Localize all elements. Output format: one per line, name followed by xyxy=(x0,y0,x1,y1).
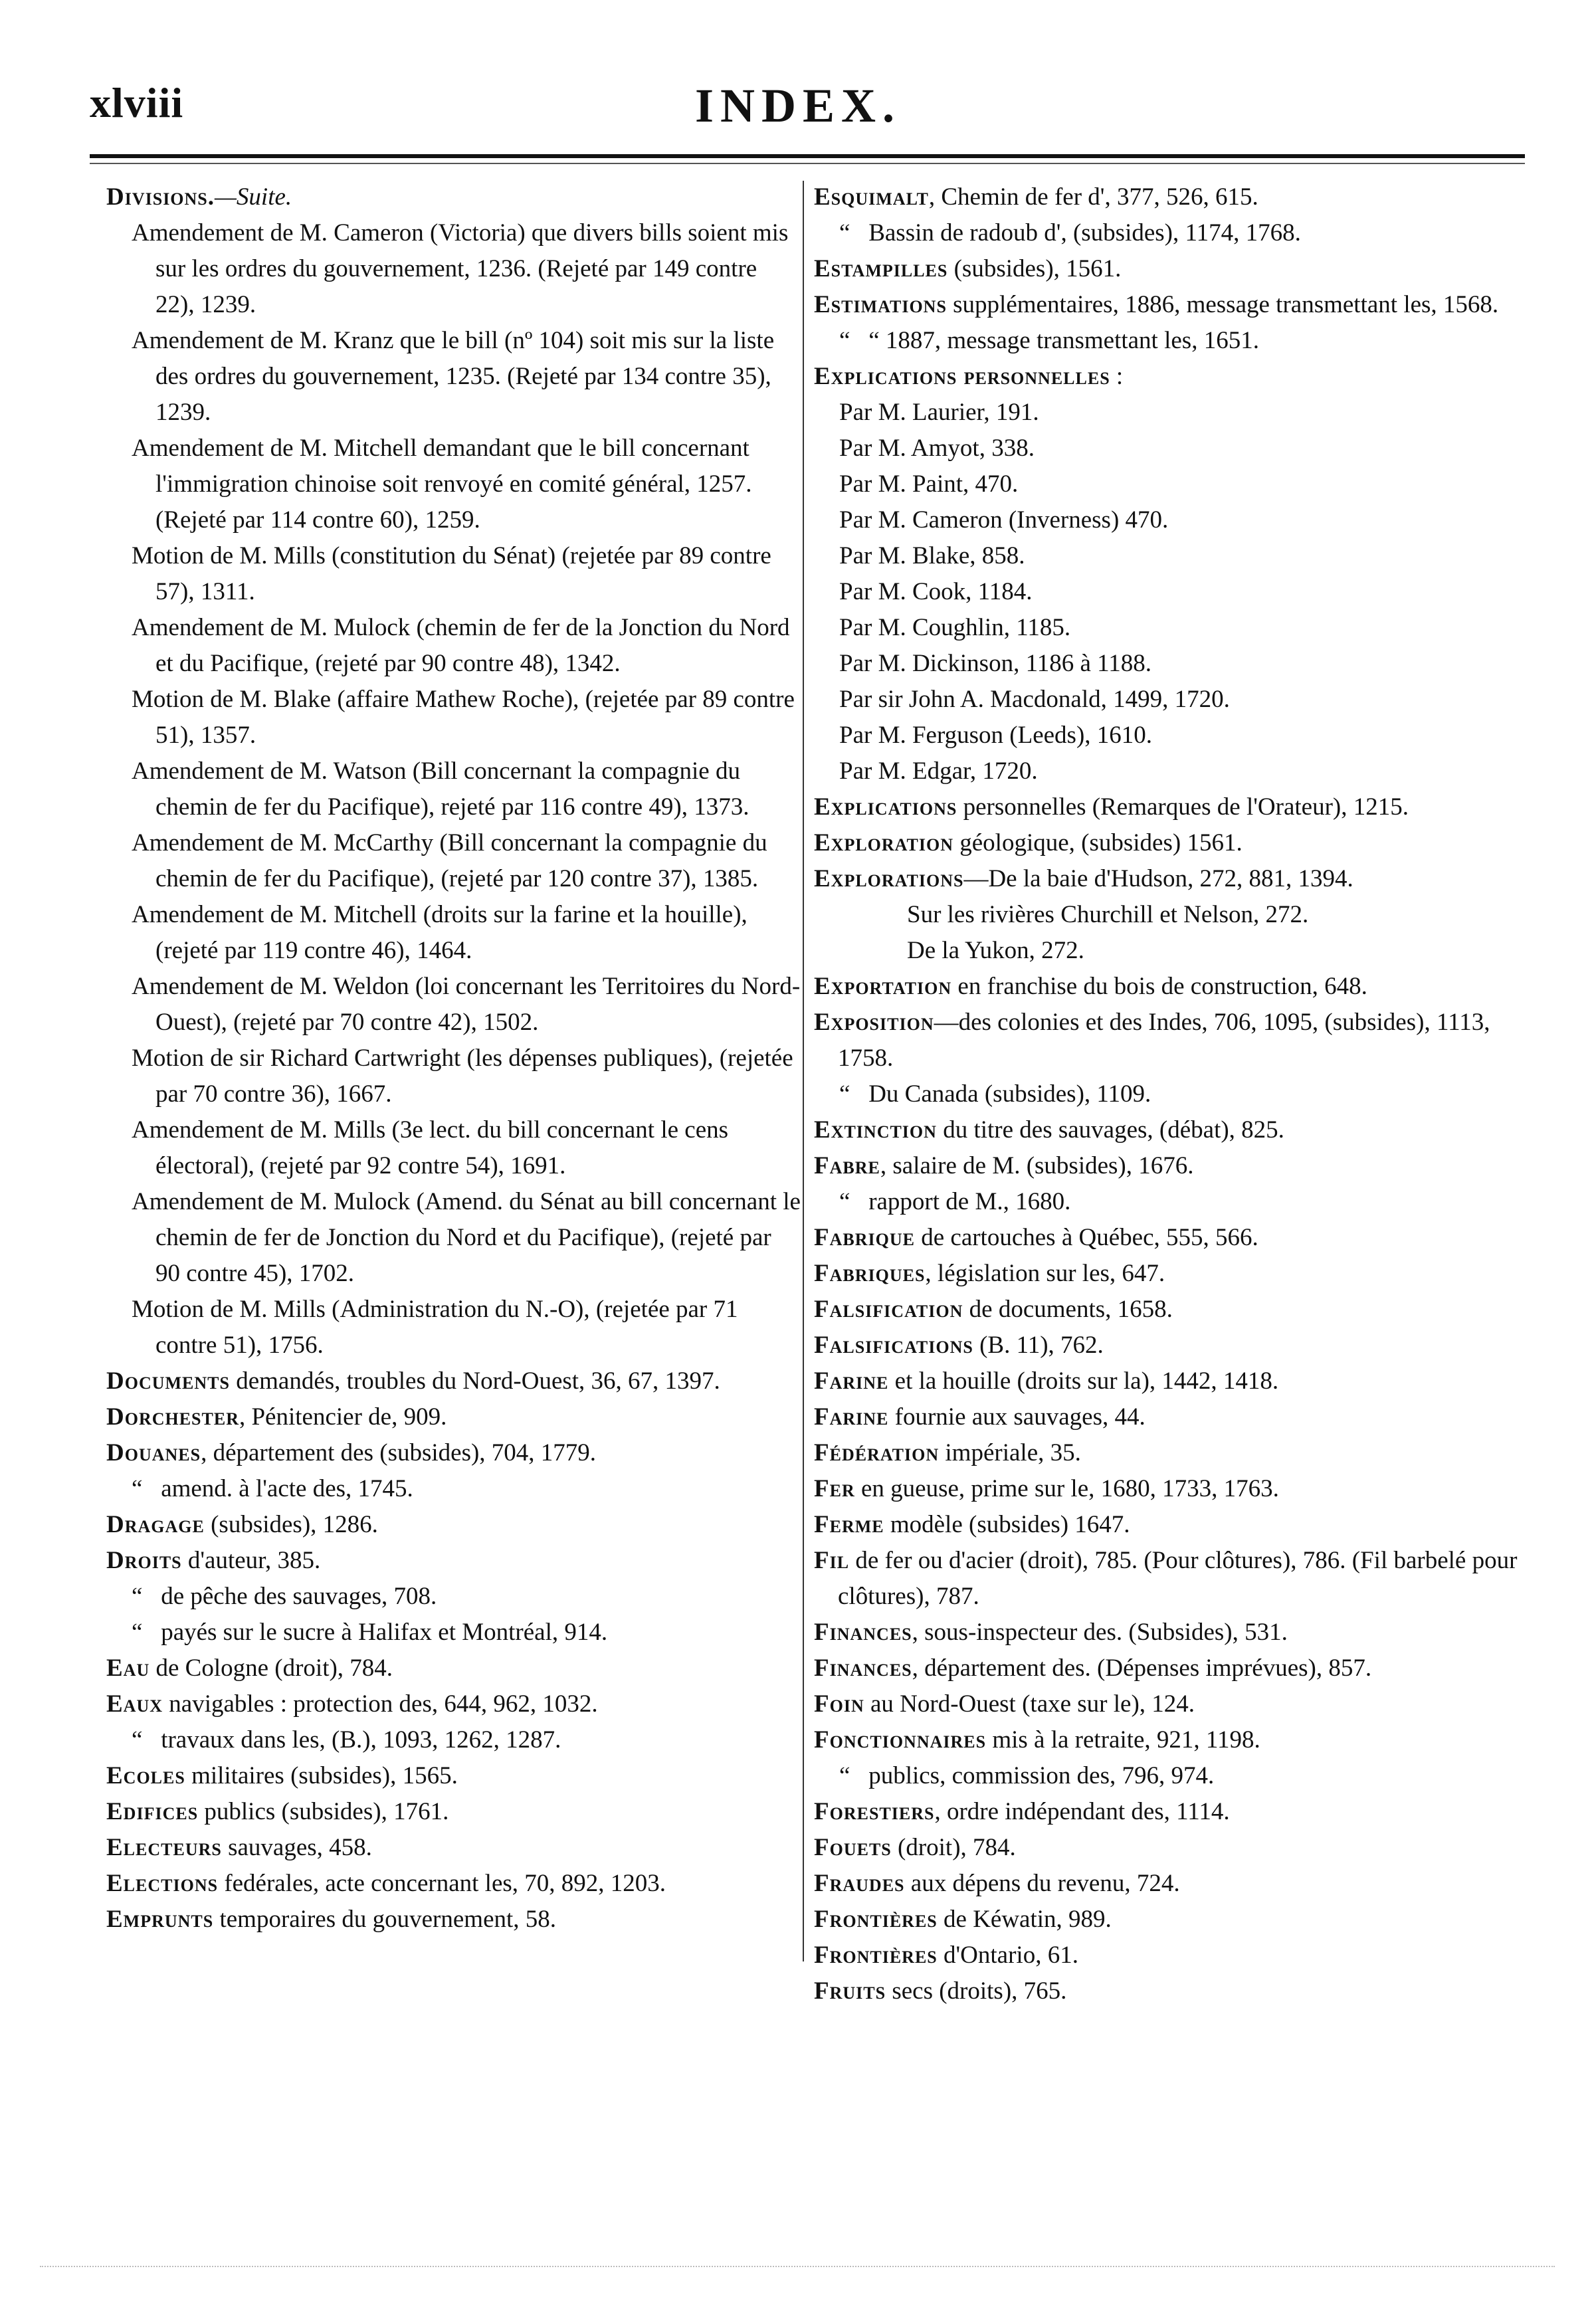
entry-text: : xyxy=(1110,363,1124,390)
entry-head: Farine xyxy=(814,1367,889,1395)
entry-text: personnelles (Remarques de l'Orateur), 1215. xyxy=(957,793,1409,821)
index-entry xyxy=(814,1005,1525,1076)
entry-text: d'auteur, 385. xyxy=(181,1547,321,1574)
page-number: xlviii xyxy=(90,79,184,126)
index-entry xyxy=(814,1256,1525,1292)
entry-text: payés sur le sucre à Halifax et Montréal, 914. xyxy=(161,1619,608,1646)
index-subentry: Par M. Dickinson, 1186 à 1188. xyxy=(839,650,1151,677)
index-entry xyxy=(814,179,1525,215)
entry-head: Eaux xyxy=(106,1690,163,1718)
index-entry xyxy=(106,1794,801,1830)
entry-head: Frontières xyxy=(814,1906,938,1933)
entry-text: publics (subsides), 1761. xyxy=(198,1798,449,1825)
entry-head: Dragage xyxy=(106,1511,205,1538)
index-entry xyxy=(814,359,1525,395)
entry-text: impériale, 35. xyxy=(939,1439,1081,1466)
index-subentry: Par M. Ferguson (Leeds), 1610. xyxy=(839,722,1153,749)
page-title: INDEX. xyxy=(694,79,902,132)
entry-head: Droits xyxy=(106,1547,182,1574)
entry-head: Fil xyxy=(814,1547,850,1574)
entry-head: Falsification xyxy=(814,1296,963,1323)
index-entry xyxy=(106,1363,801,1399)
left-entries xyxy=(106,1363,801,1938)
index-entry-ditto xyxy=(106,1471,801,1507)
entry-head: Esquimalt xyxy=(814,183,929,211)
index-entry xyxy=(814,1973,1525,2009)
divisions-subentry: Motion de M. Mills (Administration du N.-O), (rejetée par 71 contre 51), 1756. xyxy=(132,1296,738,1359)
entry-head: Farine xyxy=(814,1403,889,1431)
index-subentry: Par M. Cook, 1184. xyxy=(839,578,1033,605)
index-entry xyxy=(814,1363,1525,1399)
entry-head: Exploration xyxy=(814,829,953,856)
entry-text: Du Canada (subsides), 1109. xyxy=(868,1080,1151,1108)
index-entry-ditto xyxy=(106,1722,801,1758)
entry-text: Bassin de radoub d', (subsides), 1174, 1768. xyxy=(868,219,1301,247)
index-entry xyxy=(814,1292,1525,1328)
ditto-mark: “ xyxy=(839,1188,850,1215)
entry-text: géologique, (subsides) 1561. xyxy=(953,829,1243,856)
divisions-subentry: Motion de sir Richard Cartwright (les dépenses publiques), (rejetée par 70 contre 36), 1667. xyxy=(132,1045,793,1108)
entry-head: Falsifications xyxy=(814,1332,973,1359)
ditto-mark: “ xyxy=(839,327,850,354)
entry-head: Fédération xyxy=(814,1439,940,1466)
entry-text: rapport de M., 1680. xyxy=(868,1188,1071,1215)
index-entry xyxy=(814,825,1525,861)
entry-text: navigables : protection des, 644, 962, 1032. xyxy=(163,1690,598,1718)
divisions-subentries xyxy=(106,215,801,1363)
entry-head: Dorchester xyxy=(106,1403,239,1431)
entry-head: Fabre xyxy=(814,1152,880,1179)
entry-text: (subsides), 1561. xyxy=(948,255,1122,282)
entry-text: “ 1887, message transmettant les, 1651. xyxy=(868,327,1259,354)
divisions-subentry: Amendement de M. Mitchell (droits sur la farine et la houille), (rejeté par 119 contre 46), 1464. xyxy=(132,901,748,964)
index-entry xyxy=(814,287,1525,323)
index-entry-ditto xyxy=(106,1615,801,1651)
entry-head: Fruits xyxy=(814,1977,886,2005)
entry-text: au Nord-Ouest (taxe sur le), 124. xyxy=(864,1690,1195,1718)
index-entry xyxy=(106,1651,801,1686)
entry-text: (subsides), 1286. xyxy=(204,1511,378,1538)
entry-text: , département des. (Dépenses imprévues), 857. xyxy=(912,1655,1372,1682)
entry-head: Fonctionnaires xyxy=(814,1726,987,1754)
ditto-mark: “ xyxy=(839,1762,850,1789)
entry-text: , Chemin de fer d', 377, 526, 615. xyxy=(928,183,1258,211)
index-entry xyxy=(106,1435,801,1471)
divisions-subentry: Amendement de M. McCarthy (Bill concernant la compagnie du chemin de fer du Pacifique), (rejeté par 120 contre 37), 1385. xyxy=(132,829,767,892)
entry-suffix: —Suite. xyxy=(215,183,292,211)
index-subentry: Sur les rivières Churchill et Nelson, 272. xyxy=(907,901,1309,928)
entry-text: en franchise du bois de construction, 648. xyxy=(951,973,1367,1000)
entry-text: , Pénitencier de, 909. xyxy=(239,1403,447,1431)
index-entry xyxy=(814,1471,1525,1507)
index-entry-ditto xyxy=(814,323,1525,359)
index-entry xyxy=(814,1148,1525,1184)
entry-head: Extinction xyxy=(814,1116,937,1144)
header-rule xyxy=(90,154,1525,158)
index-entry xyxy=(814,1686,1525,1722)
index-entry-ditto xyxy=(814,215,1525,251)
divisions-subentry: Motion de M. Mills (constitution du Sénat) (rejetée par 89 contre 57), 1311. xyxy=(132,542,771,605)
divisions-subentry: Amendement de M. Cameron (Victoria) que divers bills soient mis sur les ordres du gouvernement, 1236. (Rejeté par 149 contre 22), 1239. xyxy=(132,219,789,318)
index-entry xyxy=(814,1866,1525,1902)
ditto-mark: “ xyxy=(132,1726,143,1754)
entry-text: —De la baie d'Hudson, 272, 881, 1394. xyxy=(963,865,1353,892)
index-entry xyxy=(106,1507,801,1543)
entry-text: de documents, 1658. xyxy=(963,1296,1173,1323)
index-entry xyxy=(106,1686,801,1722)
index-entry xyxy=(814,1794,1525,1830)
divisions-subentry: Amendement de M. Mulock (Amend. du Sénat au bill concernant le chemin de fer de Jonction du Nord et du Pacifique), (rejeté par 90 contre 45), 1702. xyxy=(132,1188,801,1287)
index-entry xyxy=(814,1435,1525,1471)
index-entry xyxy=(814,861,1525,897)
entry-text: et la houille (droits sur la), 1442, 1418. xyxy=(888,1367,1279,1395)
entry-head: Finances xyxy=(814,1655,912,1682)
entry-head: Documents xyxy=(106,1367,230,1395)
entry-text: , ordre indépendant des, 1114. xyxy=(934,1798,1230,1825)
index-subentry: Par M. Cameron (Inverness) 470. xyxy=(839,506,1169,534)
entry-head: Forestiers xyxy=(814,1798,935,1825)
entry-head: Fouets xyxy=(814,1834,892,1861)
index-entry xyxy=(814,1220,1525,1256)
entry-head: Estampilles xyxy=(814,255,948,282)
index-entry xyxy=(814,1399,1525,1435)
entry-head: Explications personnelles xyxy=(814,363,1110,390)
index-entry xyxy=(814,251,1525,287)
page-header xyxy=(0,0,1596,166)
entry-head: Finances xyxy=(814,1619,912,1646)
entry-text: demandés, troubles du Nord-Ouest, 36, 67, 1397. xyxy=(229,1367,720,1395)
divisions-subentry: Amendement de M. Mills (3e lect. du bill concernant le cens électoral), (rejeté par 92 contre 54), 1691. xyxy=(132,1116,729,1179)
index-entry-ditto xyxy=(814,1184,1525,1220)
entry-head: Estimations xyxy=(814,291,947,318)
right-entries xyxy=(814,179,1525,2009)
entry-head: Edifices xyxy=(106,1798,199,1825)
entry-head: Elections xyxy=(106,1870,219,1897)
index-entry xyxy=(814,1543,1525,1615)
entry-text: de Kéwatin, 989. xyxy=(937,1906,1112,1933)
entry-head: Exportation xyxy=(814,973,952,1000)
entry-text: (B. 11), 762. xyxy=(973,1332,1104,1359)
entry-text: sauvages, 458. xyxy=(221,1834,372,1861)
divisions-subentry: Amendement de M. Kranz que le bill (nº 104) soit mis sur la liste des ordres du gouvernement, 1235. (Rejeté par 134 contre 35), 1239. xyxy=(132,327,775,426)
index-subentry: Par M. Paint, 470. xyxy=(839,470,1019,498)
entry-text: , salaire de M. (subsides), 1676. xyxy=(880,1152,1194,1179)
index-subentry: Par M. Coughlin, 1185. xyxy=(839,614,1071,641)
left-column xyxy=(106,179,801,1938)
entry-text: d'Ontario, 61. xyxy=(937,1942,1078,1969)
entry-head: Fabriques xyxy=(814,1260,926,1287)
entry-text: —des colonies et des Indes, 706, 1095, (subsides), 1113, 1758. xyxy=(838,1009,1490,1072)
index-subentry: Par M. Edgar, 1720. xyxy=(839,757,1038,785)
header-rule-thin xyxy=(90,163,1525,164)
entry-text: fournie aux sauvages, 44. xyxy=(888,1403,1146,1431)
entry-text: amend. à l'acte des, 1745. xyxy=(161,1475,413,1502)
index-entry-ditto xyxy=(106,1579,801,1615)
divisions-subentry: Amendement de M. Watson (Bill concernant la compagnie du chemin de fer du Pacifique), rejeté par 116 contre 49), 1373. xyxy=(132,757,749,821)
index-entry-ditto xyxy=(814,1758,1525,1794)
entry-text: de fer ou d'acier (droit), 785. (Pour clôtures), 786. (Fil barbelé pour clôtures), 787. xyxy=(838,1547,1518,1610)
page-bottom-edge xyxy=(40,2266,1555,2267)
entry-text: modèle (subsides) 1647. xyxy=(884,1511,1130,1538)
entry-head: Foin xyxy=(814,1690,864,1718)
index-entry xyxy=(814,789,1525,825)
entry-text: secs (droits), 765. xyxy=(886,1977,1067,2005)
entry-head: Explications xyxy=(814,793,957,821)
entry-text: (droit), 784. xyxy=(891,1834,1016,1861)
index-entry xyxy=(814,1722,1525,1758)
ditto-mark: “ xyxy=(132,1475,143,1502)
divisions-subentry: Amendement de M. Mitchell demandant que le bill concernant l'immigration chinoise soit renvoyé en comité général, 1257. (Rejeté par 114 contre 60), 1259. xyxy=(132,435,752,534)
entry-head: Frontières xyxy=(814,1942,938,1969)
index-entry xyxy=(814,1830,1525,1866)
index-entry xyxy=(814,1651,1525,1686)
ditto-mark: “ xyxy=(839,219,850,247)
entry-head: Fabrique xyxy=(814,1224,915,1251)
entry-head: Ferme xyxy=(814,1511,884,1538)
index-subentry: Par M. Blake, 858. xyxy=(839,542,1025,569)
index-entry xyxy=(106,1758,801,1794)
entry-head: Eau xyxy=(106,1655,150,1682)
entry-text: , département des (subsides), 704, 1779. xyxy=(201,1439,597,1466)
ditto-mark: “ xyxy=(132,1583,143,1610)
entry-text: travaux dans les, (B.), 1093, 1262, 1287. xyxy=(161,1726,561,1754)
divisions-subentry: Amendement de M. Mulock (chemin de fer de la Jonction du Nord et du Pacifique, (rejeté par 90 contre 48), 1342. xyxy=(132,614,790,677)
entry-text: de cartouches à Québec, 555, 566. xyxy=(914,1224,1258,1251)
entry-text: mis à la retraite, 921, 1198. xyxy=(986,1726,1260,1754)
index-entry xyxy=(814,1507,1525,1543)
entry-text: fedérales, acte concernant les, 70, 892, 1203. xyxy=(218,1870,666,1897)
entry-head: Exposition xyxy=(814,1009,934,1036)
entry-text: supplémentaires, 1886, message transmettant les, 1568. xyxy=(946,291,1499,318)
entry-head: Explorations xyxy=(814,865,964,892)
index-entry xyxy=(814,1328,1525,1363)
entry-text: militaires (subsides), 1565. xyxy=(185,1762,458,1789)
entry-text: de Cologne (droit), 784. xyxy=(150,1655,393,1682)
entry-text: du titre des sauvages, (débat), 825. xyxy=(936,1116,1284,1144)
entry-head: Emprunts xyxy=(106,1906,214,1933)
entry-head: Divisions. xyxy=(106,183,215,211)
index-subentry: De la Yukon, 272. xyxy=(907,937,1084,964)
index-entry xyxy=(106,1543,801,1579)
right-column xyxy=(814,179,1525,2009)
index-entry xyxy=(106,1866,801,1902)
entry-text: de pêche des sauvages, 708. xyxy=(161,1583,437,1610)
index-entry xyxy=(814,969,1525,1005)
divisions-subentry: Motion de M. Blake (affaire Mathew Roche), (rejetée par 89 contre 51), 1357. xyxy=(132,686,795,749)
index-entry xyxy=(106,1902,801,1938)
entry-text: , législation sur les, 647. xyxy=(925,1260,1165,1287)
entry-text: aux dépens du revenu, 724. xyxy=(904,1870,1180,1897)
index-entry xyxy=(814,1112,1525,1148)
index-subentry: Par sir John A. Macdonald, 1499, 1720. xyxy=(839,686,1230,713)
entry-head: Ecoles xyxy=(106,1762,185,1789)
column-divider xyxy=(803,181,804,1961)
entry-text: publics, commission des, 796, 974. xyxy=(868,1762,1215,1789)
entry-head: Douanes xyxy=(106,1439,201,1466)
index-entry-ditto xyxy=(814,1076,1525,1112)
index-subentry: Par M. Laurier, 191. xyxy=(839,399,1039,426)
entry-text: , sous-inspecteur des. (Subsides), 531. xyxy=(912,1619,1288,1646)
index-entry xyxy=(814,1938,1525,1973)
divisions-subentry: Amendement de M. Weldon (loi concernant les Territoires du Nord-Ouest), (rejeté par 70 contre 42), 1502. xyxy=(132,973,801,1036)
index-entry xyxy=(814,1902,1525,1938)
entry-head: Fraudes xyxy=(814,1870,905,1897)
entry-head: Fer xyxy=(814,1475,855,1502)
index-entry xyxy=(106,1830,801,1866)
ditto-mark: “ xyxy=(839,1080,850,1108)
index-entry-divisions xyxy=(106,179,801,215)
ditto-mark: “ xyxy=(132,1619,143,1646)
entry-text: en gueuse, prime sur le, 1680, 1733, 1763. xyxy=(854,1475,1279,1502)
index-entry xyxy=(814,1615,1525,1651)
index-subentry: Par M. Amyot, 338. xyxy=(839,435,1035,462)
entry-head: Electeurs xyxy=(106,1834,222,1861)
entry-text: temporaires du gouvernement, 58. xyxy=(213,1906,557,1933)
index-entry xyxy=(106,1399,801,1435)
